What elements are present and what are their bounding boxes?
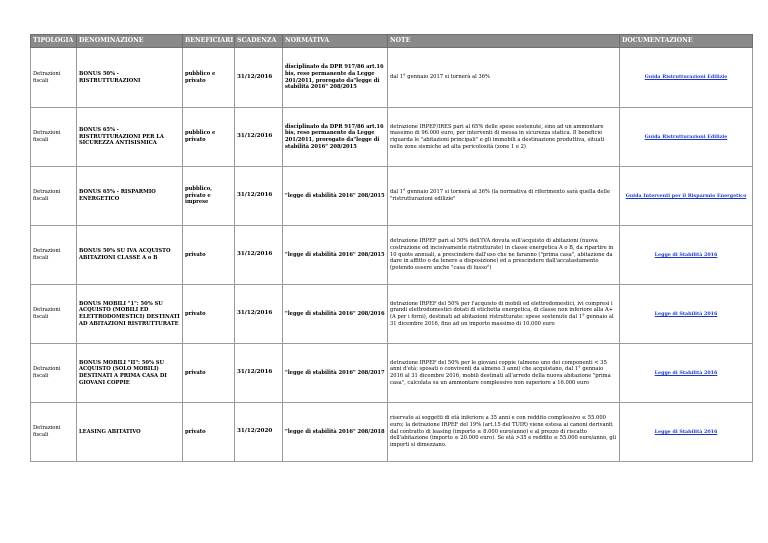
cell-tipologia: Detrazioni fiscali (31, 48, 77, 108)
cell-scadenza: 31/12/2016 (235, 344, 283, 403)
cell-note: detrazione IRPEF del 50% per le giovani coppie (almeno uno dei componenti < 35 anni d'età: sposati o conviventi da almeno 3 anni) che acquistano, dal 1° gennaio 2016 al 31 dicembre 2016, mobili destinati all'arredo della nuova abitazione "prima casa", calcolata su un ammontare complessivo non superiore a 16.000 euro (388, 344, 620, 403)
cell-note: detrazione IRPEF/IRES pari al 65% delle spese sostenute, sino ad un ammontare massimo di 96.000 euro, per interventi di messa in sicurezza statica. Il beneficio riguarda le "abitazioni principali" e gli immobili a destinazione produttiva, situati nelle zone sismiche ad alta pericolosità (zone 1 e 2) (388, 108, 620, 167)
cell-beneficiari: pubblico, privato e imprese (183, 167, 235, 226)
documentation-link[interactable]: Legge di Stabilità 2016 (654, 251, 718, 258)
cell-note: detrazione IRPEF del 50% per l'acquisto di mobili ed elettrodomestici, ivi compresi i grandi elettrodomestici dotati di etichetta energetica, di classe non inferiore alla A+ (A per i forni), destinati ad abitazioni ristrutturate: spese sostenute dal 1° gennaio al 31 dicembre 2016, fino ad un importo massimo di 10.000 euro (388, 285, 620, 344)
cell-documentazione (620, 403, 753, 462)
cell-note: riservato ai soggetti di età inferiore a 35 anni e con reddito complessivo ≤ 55.000 euro; la detrazione IRPEF del 19% (art.15 del TUIR) viene estesa ai canoni derivanti dal contratto di leasing (importo ≤ 8.000 euro/anno) e al prezzo di riscatto dell'abitazione (importo ≤ 20.000 euro). Se età >35 e reddito ≤ 55.000 euro/anno, gli importi si dimezzano. (388, 403, 620, 462)
cell-beneficiari: privato (183, 226, 235, 285)
table-row (31, 344, 753, 403)
cell-documentazione (620, 344, 753, 403)
cell-note: dal 1° gennaio 2017 si tornerà al 36% (la normativa di riferimento sarà quella delle "ristrutturazioni edilizie" (388, 167, 620, 226)
cell-scadenza: 31/12/2016 (235, 108, 283, 167)
table-row (31, 226, 753, 285)
cell-beneficiari: pubblico e privato (183, 48, 235, 108)
cell-documentazione (620, 226, 753, 285)
cell-documentazione (620, 285, 753, 344)
cell-beneficiari: pubblico e privato (183, 108, 235, 167)
header-normativa: NORMATIVA (283, 35, 388, 48)
cell-tipologia: Detrazioni fiscali (31, 285, 77, 344)
cell-tipologia: Detrazioni fiscali (31, 226, 77, 285)
cell-documentazione (620, 48, 753, 108)
cell-denominazione: BONUS MOBILI "II": 50% SU ACQUISTO (SOLO MOBILI) DESTINATI A PRIMA CASA DI GIOVANI COPPIE (77, 344, 183, 403)
documentation-link[interactable]: Legge di Stabilità 2016 (654, 428, 718, 435)
table-row (31, 285, 753, 344)
cell-denominazione: BONUS MOBILI "1": 50% SU ACQUISTO (MOBILI ED ELETTRODOMESTICI) DESTINATI AD ABITAZIONI RISTRUTTURATE (77, 285, 183, 344)
header-scadenza: SCADENZA (235, 35, 283, 48)
cell-normativa: "legge di stabilità 2016" 208/2015 (283, 167, 388, 226)
cell-tipologia: Detrazioni fiscali (31, 108, 77, 167)
header-denominazione: DENOMINAZIONE (77, 35, 183, 48)
cell-beneficiari: privato (183, 403, 235, 462)
header-tipologia: TIPOLOGIA (31, 35, 77, 48)
header-note: NOTE (388, 35, 620, 48)
cell-denominazione: BONUS 50% - RISTRUTTURAZIONI (77, 48, 183, 108)
header-beneficiari: BENEFICIARI (183, 35, 235, 48)
cell-denominazione: BONUS 65% - RISTRUTTURAZIONI PER LA SICUREZZA ANTISISMICA (77, 108, 183, 167)
cell-normativa: "legge di stabilità 2016" 208/2015 (283, 226, 388, 285)
documentation-link[interactable]: Legge di Stabilità 2016 (654, 310, 718, 317)
cell-tipologia: Detrazioni fiscali (31, 403, 77, 462)
cell-normativa: disciplinato da DPR 917/86 art.16 bis, reso permanente da Legge 201/2011, prorogato da"legge di stabilità 2016" 208/2015 (283, 108, 388, 167)
cell-note: detrazione IRPEF pari al 50% dell'IVA dovuta sull'acquisto di abitazioni (nuova costruzione od incisivamente ristrutturate) in classe energetica A o B, da ripartire in 10 quote annuali, a prescindere dall'uso che ne faranno ("prima casa", abitazione da dare in affitto o da tenere a disposizione) ed a prescindere dall'accatastamento (potendo essere anche "casa di lusso") (388, 226, 620, 285)
table-row (31, 48, 753, 108)
documentation-link[interactable]: Guida Ristrutturazioni Edilizie (644, 74, 728, 81)
cell-documentazione (620, 167, 753, 226)
cell-note: dal 1° gennaio 2017 si tornerà al 36% (388, 48, 620, 108)
table-row (31, 403, 753, 462)
cell-beneficiari: privato (183, 285, 235, 344)
documentation-link[interactable]: Legge di Stabilità 2016 (654, 369, 718, 376)
table-row (31, 108, 753, 167)
cell-denominazione: LEASING ABITATIVO (77, 403, 183, 462)
cell-scadenza: 31/12/2020 (235, 403, 283, 462)
cell-normativa: "legge di stabilità 2016" 208/2016 (283, 285, 388, 344)
cell-normativa: disciplinato da DPR 917/86 art.16 bis, reso permanente da Legge 201/2011, prorogato da"legge di stabilità 2016" 208/2015 (283, 48, 388, 108)
documentation-link[interactable]: Guida Interventi per il Risparmio Energetico (625, 192, 747, 199)
cell-beneficiari: privato (183, 344, 235, 403)
cell-scadenza: 31/12/2016 (235, 48, 283, 108)
incentives-table (30, 34, 753, 462)
cell-normativa: "legge di stabilità 2016" 208/2017 (283, 344, 388, 403)
cell-denominazione: BONUS 65% - RISPARMIO ENERGETICO (77, 167, 183, 226)
cell-scadenza: 31/12/2016 (235, 285, 283, 344)
cell-scadenza: 31/12/2016 (235, 167, 283, 226)
cell-normativa: "legge di stabilità 2016" 208/2018 (283, 403, 388, 462)
cell-documentazione (620, 108, 753, 167)
cell-scadenza: 31/12/2016 (235, 226, 283, 285)
table-row (31, 167, 753, 226)
documentation-link[interactable]: Guida Ristrutturazioni Edilizie (644, 133, 728, 140)
header-row (31, 35, 753, 48)
cell-denominazione: BONUS 50% SU IVA ACQUISTO ABITAZIONI CLASSE A o B (77, 226, 183, 285)
header-documentazione: DOCUMENTAZIONE (620, 35, 753, 48)
cell-tipologia: Detrazioni fiscali (31, 344, 77, 403)
cell-tipologia: Detrazioni fiscali (31, 167, 77, 226)
